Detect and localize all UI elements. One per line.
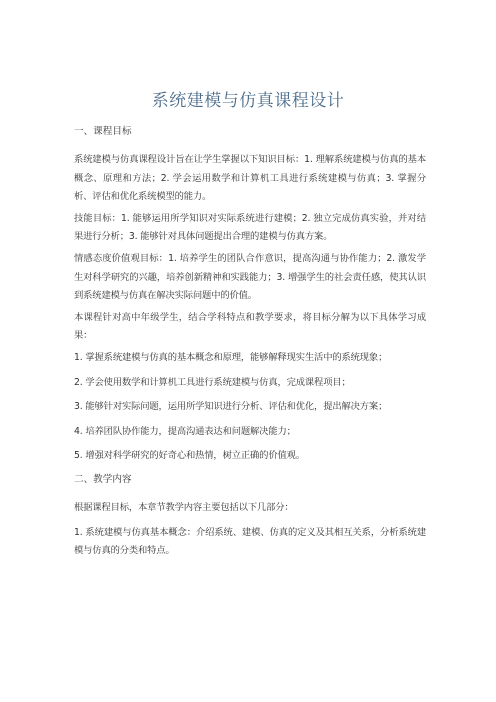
affective-goal-paragraph: 情感态度价值观目标：1. 培养学生的团队合作意识，提高沟通与协作能力；2. 激发学生对科学研究的兴趣，培养创新精神和实践能力；3. 增强学生的社会责任感，使其认识到系统建模与仿真在解决实际问题中的价值。 [74,252,426,302]
document-title: 系统建模与仿真课程设计 [151,91,345,111]
outcomes-intro-paragraph: 本课程针对高中年级学生，结合学科特点和教学要求，将目标分解为以下具体学习成果： [74,311,426,342]
outcome-item: 3. 能够针对实际问题，运用所学知识进行分析、评估和优化，提出解决方案； [74,401,388,413]
outcome-item: 2. 学会使用数学和计算机工具进行系统建模与仿真，完成课程项目； [74,376,351,388]
section-heading-objectives: 一、课程目标 [74,126,132,137]
section-heading-content: 二、教学内容 [74,473,132,485]
document-body [74,124,426,564]
skill-goal-paragraph: 技能目标：1. 能够运用所学知识对实际系统进行建模；2. 独立完成仿真实验，并对结果进行分析；3. 能够针对具体问题提出合理的建模与仿真方案。 [74,212,426,243]
content-item: 1. 系统建模与仿真基本概念：介绍系统、建模、仿真的定义及其相互关系，分析系统建模与仿真的分类和特点。 [74,526,426,557]
outcome-item: 1. 掌握系统建模与仿真的基本概念和原理，能够解释现实生活中的系统现象； [74,351,388,363]
outcome-item: 5. 增强对科学研究的好奇心和热情，树立正确的价值观。 [74,450,305,462]
content-intro: 根据课程目标，本章节教学内容主要包括以下几部分： [74,501,294,513]
knowledge-goal-paragraph: 系统建模与仿真课程设计旨在让学生掌握以下知识目标：1. 理解系统建模与仿真的基本概念、原理和方法；2. 学会运用数学和计算机工具进行系统建模与仿真；3. 掌握分析、评估和优化系统模型的能力。 [74,154,426,203]
outcome-item: 4. 培养团队协作能力，提高沟通表达和问题解决能力； [74,425,296,437]
